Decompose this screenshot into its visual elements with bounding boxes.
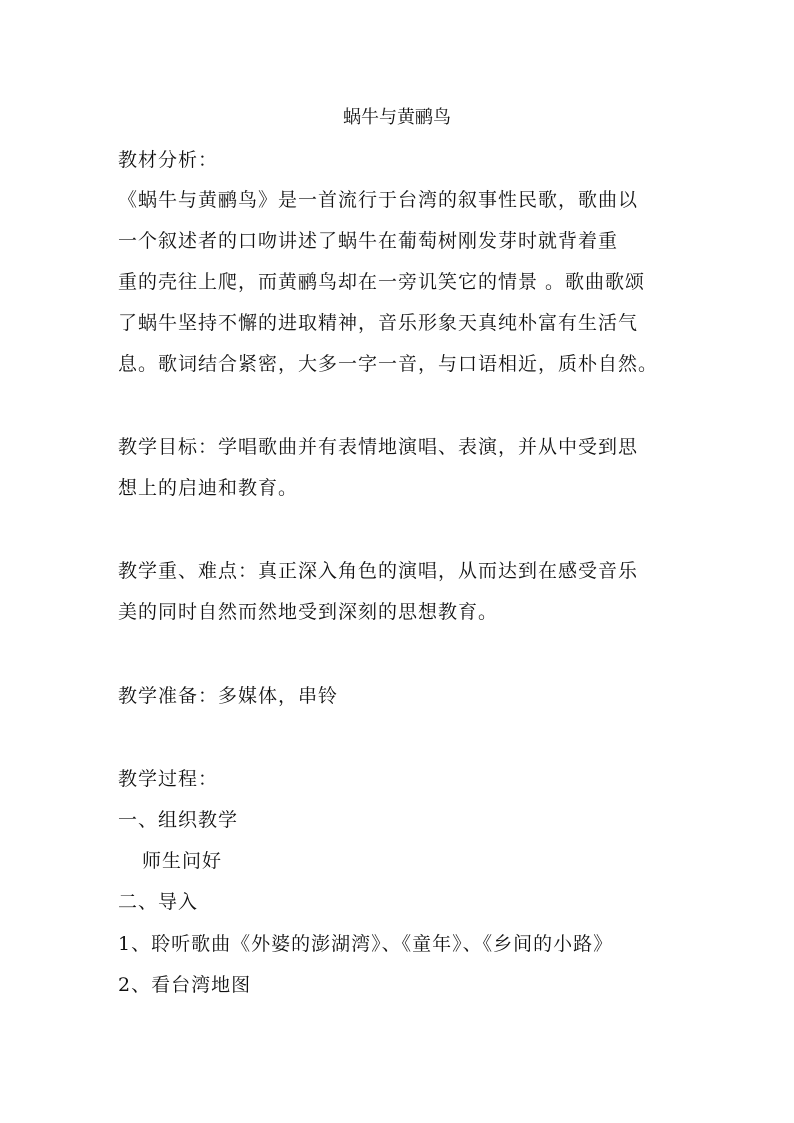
- document-title: 蜗牛与黄鹂鸟: [343, 107, 451, 128]
- key-difficulty-line: 美的同时自然而然地受到深刻的思想教育。: [118, 601, 499, 623]
- key-difficulty-line: 教学重、难点：真正深入角色的演唱，从而达到在感受音乐: [118, 560, 639, 582]
- paragraph-line: 重的壳往上爬，而黄鹂鸟却在一旁讥笑它的情景 。歌曲歌颂: [118, 271, 646, 293]
- process-step-organize: 一、组织教学: [118, 809, 239, 831]
- paragraph-line: 了蜗牛坚持不懈的进取精神，音乐形象天真纯朴富有生活气: [118, 312, 639, 334]
- section-heading-material-analysis: 教材分析：: [118, 149, 219, 171]
- paragraph-line: 息。歌词结合紧密，大多一字一音，与口语相近，质朴自然。: [118, 353, 659, 375]
- teaching-goal-line: 想上的启迪和教育。: [118, 477, 299, 499]
- process-substep-listen-songs: 1、聆听歌曲《外婆的澎湖湾》、《童年》、《乡间的小路》: [118, 933, 614, 955]
- process-substep-view-map: 2、看台湾地图: [118, 974, 252, 996]
- section-heading-teaching-process: 教学过程：: [118, 768, 219, 790]
- paragraph-line: 一个叙述者的口吻讲述了蜗牛在葡萄树刚发芽时就背着重: [118, 230, 619, 252]
- process-step-introduction: 二、导入: [118, 891, 199, 913]
- teaching-goal-line: 教学目标：学唱歌曲并有表情地演唱、表演，并从中受到思: [118, 436, 639, 458]
- teaching-preparation-line: 教学准备：多媒体，串铃: [118, 685, 339, 707]
- paragraph-line: 《蜗牛与黄鹂鸟》是一首流行于台湾的叙事性民歌，歌曲以: [118, 189, 639, 211]
- process-substep-greeting: 师生问好: [142, 850, 223, 872]
